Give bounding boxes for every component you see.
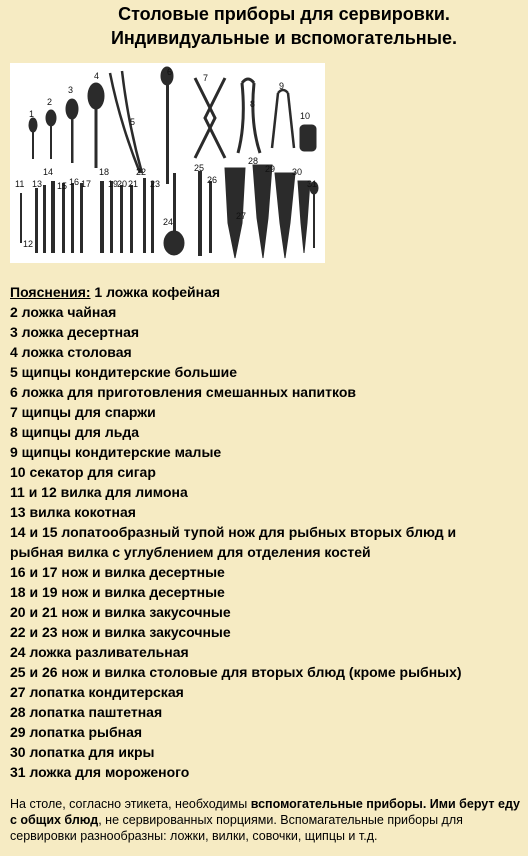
- legend-item-text: 1 ложка кофейная: [94, 284, 221, 300]
- photo-number-20: 20: [117, 179, 128, 189]
- photo-number-22: 22: [136, 167, 147, 177]
- spatula-28-shape: [253, 165, 272, 258]
- legend-item: 18 и 19 нож и вилка десертные: [10, 584, 225, 600]
- legend-item: 3 ложка десертная: [10, 324, 140, 340]
- photo-number-2: 2: [47, 97, 53, 107]
- legend-item: 29 лопатка рыбная: [10, 724, 143, 740]
- legend-list: [10, 282, 522, 782]
- spatula-29-shape: [275, 173, 295, 258]
- photo-number-27: 27: [236, 211, 247, 221]
- legend-item: 8 щипцы для льда: [10, 424, 140, 440]
- photo-number-9: 9: [279, 81, 285, 91]
- footer-text-1: На столе, согласно этикета, необходимы: [10, 797, 251, 811]
- photo-number-8: 8: [250, 99, 256, 109]
- photo-number-29: 29: [265, 164, 276, 174]
- photo-number-16: 16: [69, 177, 80, 187]
- title-line-2: Индивидуальные и вспомогательные.: [110, 28, 458, 48]
- photo-number-5: 5: [130, 117, 136, 127]
- legend-item: 4 ложка столовая: [10, 344, 132, 360]
- legend-item: 2 ложка чайная: [10, 304, 117, 320]
- legend-item: 24 ложка разливательная: [10, 644, 189, 660]
- legend-heading: Пояснения:: [10, 284, 91, 300]
- spatula-30-shape: [298, 181, 310, 253]
- title-line-1: Столовые приборы для сервировки.: [118, 4, 450, 24]
- cutlery-photo: [10, 63, 325, 263]
- legend-item: 22 и 23 нож и вилка закусочные: [10, 624, 231, 640]
- photo-number-13: 13: [32, 179, 43, 189]
- photo-number-4: 4: [94, 71, 100, 81]
- footer-bold-text: вспомогательные приборы. Ими берут еду с общих блюд: [10, 797, 520, 827]
- cutter-10-shape: [300, 125, 316, 151]
- long-spoon-6-shape: [161, 67, 173, 184]
- photo-number-31: 31: [307, 179, 318, 189]
- legend-item: 30 лопатка для икры: [10, 744, 155, 760]
- tongs-5-shape: [110, 71, 142, 173]
- photo-number-28: 28: [248, 156, 259, 166]
- legend-item: 27 лопатка кондитерская: [10, 684, 184, 700]
- photo-number-14: 14: [43, 167, 54, 177]
- photo-number-1: 1: [29, 109, 35, 119]
- photo-number-15: 15: [57, 181, 68, 191]
- photo-number-18: 18: [99, 167, 110, 177]
- footer-text-2: , не сервированных порциями. Вспомагательные приборы для сервировки разнообразны: ложки, вилки, совочки, щипцы и т.д.: [10, 813, 463, 843]
- legend-item: 10 секатор для сигар: [10, 464, 156, 480]
- knife-25-shape: [198, 171, 202, 256]
- photo-number-30: 30: [292, 167, 303, 177]
- spoon-4-shape: [88, 83, 104, 168]
- legend-item: 11 и 12 вилка для лимона: [10, 484, 188, 500]
- legend-item: 5 щипцы кондитерские большие: [10, 364, 238, 380]
- photo-number-19: 19: [108, 179, 119, 189]
- legend-item: 13 вилка кокотная: [10, 504, 136, 520]
- spoon-2-shape: [46, 110, 56, 159]
- photo-number-17: 17: [81, 179, 92, 189]
- tongs-9-shape: [272, 90, 294, 148]
- photo-number-21: 21: [128, 179, 139, 189]
- photo-number-3: 3: [68, 85, 74, 95]
- legend-item: [10, 282, 522, 302]
- legend-item: 25 и 26 нож и вилка столовые для вторых блюд (кроме рыбных): [10, 664, 462, 680]
- cutlery-illustration: [10, 63, 325, 263]
- photo-number-23: 23: [150, 179, 161, 189]
- photo-number-25: 25: [194, 163, 205, 173]
- tongs-7-shape: [195, 78, 225, 158]
- legend-item: 14 и 15 лопатообразный тупой нож для рыбных вторых блюд и: [10, 524, 457, 540]
- photo-number-10: 10: [300, 111, 311, 121]
- legend-item: 28 лопатка паштетная: [10, 704, 163, 720]
- legend-item: 6 ложка для приготовления смешанных напитков: [10, 384, 356, 400]
- photo-number-6: 6: [167, 67, 173, 77]
- photo-number-11: 11: [15, 179, 25, 189]
- photo-number-26: 26: [207, 175, 218, 185]
- ladle-24-shape: [164, 173, 184, 255]
- legend-item: 16 и 17 нож и вилка десертные: [10, 564, 225, 580]
- spoon-31-shape: [310, 182, 318, 248]
- spoon-1-shape: [29, 118, 37, 159]
- spoon-3-shape: [66, 99, 78, 163]
- legend-item: 9 щипцы кондитерские малые: [10, 444, 222, 460]
- legend-item: 31 ложка для мороженого: [10, 764, 190, 780]
- bottom-row-cutlery: [20, 178, 154, 253]
- photo-number-12: 12: [23, 239, 34, 249]
- legend-item: рыбная вилка с углублением для отделения костей: [10, 544, 371, 560]
- photo-number-7: 7: [203, 73, 209, 83]
- legend-item: 20 и 21 нож и вилка закусочные: [10, 604, 231, 620]
- tongs-8-shape: [238, 79, 260, 153]
- page-title: [0, 0, 528, 50]
- photo-number-24: 24: [163, 217, 174, 227]
- legend-item: 7 щипцы для спаржи: [10, 404, 156, 420]
- footer-paragraph: [10, 796, 522, 844]
- fork-26-shape: [209, 181, 212, 253]
